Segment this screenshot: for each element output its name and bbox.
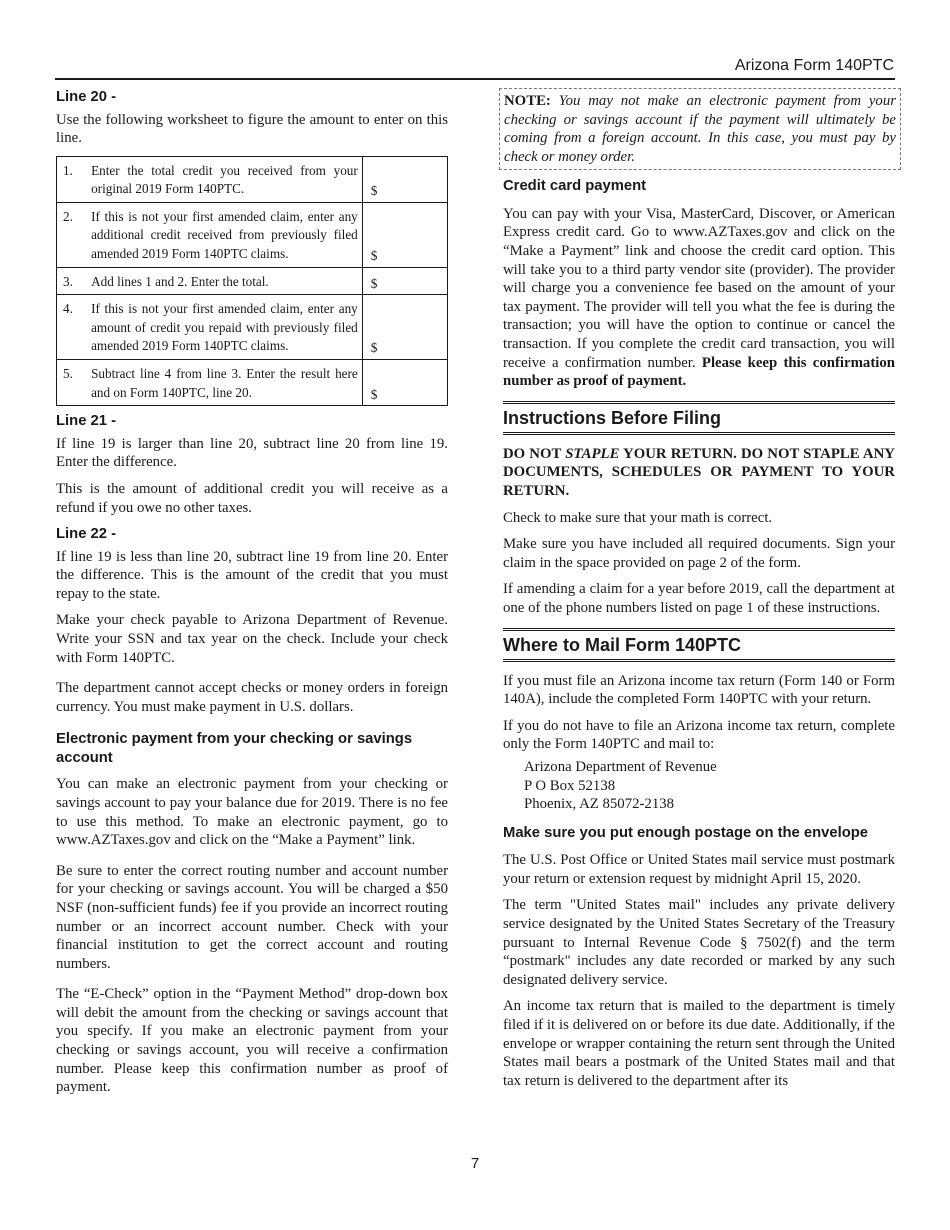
right-column <box>503 88 895 1098</box>
ibf-paragraph: Check to make sure that your math is correct. <box>503 509 773 526</box>
line22-paragraph: The department cannot accept checks or money orders in foreign currency. You must make payment in U.S. dollars. <box>56 680 448 715</box>
instructions-before-filing-heading: Instructions Before Filing <box>503 401 895 435</box>
page-number: 7 <box>470 1155 480 1172</box>
line21-paragraph: If line 19 is larger than line 20, subtract line 20 from line 19. Enter the difference. <box>56 435 448 471</box>
postage-paragraph: An income tax return that is mailed to the department is timely filed if it is delivered on or before its due date. Additionally, if the envelope or wrapper containing the return sent through the United States mail bears a postmark of the United States mail and that tax return is delivered to the department after its <box>503 998 895 1089</box>
line21-heading: Line 21 - <box>56 413 117 430</box>
worksheet-amount-field[interactable]: $ <box>362 360 447 406</box>
line21-paragraph: This is the amount of additional credit you will receive as a refund if you owe no other taxes. <box>56 480 448 516</box>
left-column <box>56 88 448 1105</box>
worksheet-row-text: Enter the total credit you received from your original 2019 Form 140PTC. <box>87 156 362 202</box>
postage-paragraph: The U.S. Post Office or United States mail service must postmark your return or extension request by midnight April 15, 2020. <box>503 852 895 887</box>
form-title: Arizona Form 140PTC <box>734 57 894 74</box>
worksheet-row <box>57 267 448 295</box>
foreign-account-note <box>499 88 901 170</box>
worksheet-row <box>57 202 448 267</box>
line20-heading: Line 20 - <box>56 89 117 105</box>
no-staple-warning <box>503 445 895 501</box>
warning-staple: STAPLE <box>565 445 620 462</box>
credit-card-heading: Credit card payment <box>503 178 647 195</box>
worksheet-row-text: Add lines 1 and 2. Enter the total. <box>87 267 362 295</box>
epay-paragraph: Be sure to enter the correct routing number and account number for your checking or savings account. You will be charged a $50 NSF (non-sufficient funds) fee if you provide an incorrect routing number or an incorrect account number. Check with your financial institution to get the correct account and routing numbers. <box>56 862 448 972</box>
worksheet-row-text: If this is not your first amended claim, enter any amount of credit you repaid with previously filed amended 2019 Form 140PTC claims. <box>87 295 362 360</box>
epay-paragraph: You can make an electronic payment from your checking or savings account to pay your balance due for 2019. There is no fee to use this method. To make an electronic payment, go to www.AZTaxes.gov and click on the “Make a Payment” link. <box>56 776 448 849</box>
mail-paragraph: If you do not have to file an Arizona income tax return, complete only the Form 140PTC and mail to: <box>503 717 895 753</box>
worksheet-amount-field[interactable]: $ <box>362 202 447 267</box>
credit-card-text: You can pay with your Visa, MasterCard, Discover, or American Express credit card. Go to www.AZTaxes.gov and click on the “Make a Payment” link and choose the credit card option. This will take you to a third party vendor site (provider). The provider will charge you a convenience fee based on the amount of your tax payment. The provider will tell you what the fee is during the transaction; you will have the option to continue or cancel the transaction. If you complete the credit card transaction, you will receive a confirmation number. <box>503 205 895 371</box>
worksheet-amount-field[interactable]: $ <box>362 156 447 202</box>
worksheet-amount-field[interactable]: $ <box>362 267 447 295</box>
address-line: Phoenix, AZ 85072-2138 <box>524 796 675 813</box>
ibf-paragraph: If amending a claim for a year before 2019, call the department at one of the phone numbers listed on page 1 of these instructions. <box>503 581 895 616</box>
line22-paragraph: If line 19 is less than line 20, subtract line 19 from line 20. Enter the difference. This is the amount of the credit that you must repay to the state. <box>56 548 448 602</box>
line22-paragraph: Make your check payable to Arizona Department of Revenue. Write your SSN and tax year on the check. Include your check with Form 140PTC. <box>56 612 448 666</box>
epay-heading: Electronic payment from your checking or savings account <box>56 731 413 766</box>
credit-card-paragraph <box>503 205 895 391</box>
header-rule <box>55 78 895 80</box>
postage-paragraph: The term "United States mail" includes any private delivery service designated by the United States Secretary of the Treasury pursuant to Internal Revenue Code § 7502(f) and the term “postmark" includes any date recorded or marked by any such designated delivery service. <box>503 897 895 988</box>
mail-paragraph: If you must file an Arizona income tax return (Form 140 or Form 140A), include the completed Form 140PTC with your return. <box>503 672 895 708</box>
worksheet-row-number: 1. <box>57 156 88 202</box>
worksheet-row-text: Subtract line 4 from line 3. Enter the result here and on Form 140PTC, line 20. <box>87 360 362 406</box>
address-line: P O Box 52138 <box>524 777 616 794</box>
worksheet-amount-field[interactable]: $ <box>362 295 447 360</box>
worksheet-row <box>57 360 448 406</box>
line20-worksheet <box>56 156 448 407</box>
worksheet-row-number: 2. <box>57 202 88 267</box>
worksheet-row-number: 3. <box>57 267 88 295</box>
where-to-mail-heading: Where to Mail Form 140PTC <box>503 628 895 662</box>
warning-part: DO NOT <box>503 445 566 462</box>
ibf-paragraph: Make sure you have included all required documents. Sign your claim in the space provided on page 2 of the form. <box>503 536 895 571</box>
worksheet-row-number: 4. <box>57 295 88 360</box>
epay-paragraph: The “E-Check” option in the “Payment Method” drop-down box will debit the amount from the checking or savings account that you specify. If you make an electronic payment from your checking or savings account, you will receive a confirmation number. Please keep this confirmation number as proof of payment. <box>56 986 448 1096</box>
postage-heading: Make sure you put enough postage on the envelope <box>503 824 869 841</box>
worksheet-row-text: If this is not your first amended claim, enter any additional credit received from previously filed amended 2019 Form 140PTC claims. <box>87 202 362 267</box>
credit-card-bold: Please keep this confirmation number as proof of payment. <box>503 354 895 390</box>
note-text: You may not make an electronic payment from your checking or savings account if the payment will ultimately be coming from a foreign account. In this case, you must pay by check or money order. <box>504 93 896 165</box>
note-label: NOTE: <box>504 93 551 109</box>
line20-intro: Use the following worksheet to figure the amount to enter on this line. <box>56 111 448 147</box>
worksheet-row <box>57 156 448 202</box>
worksheet-row-number: 5. <box>57 360 88 406</box>
worksheet-row <box>57 295 448 360</box>
mailing-address <box>524 758 895 814</box>
line22-heading: Line 22 - <box>56 526 117 543</box>
address-line: Arizona Department of Revenue <box>524 758 717 775</box>
warning-part: YOUR RETURN. DO NOT STAPLE ANY DOCUMENTS, SCHEDULES OR PAYMENT TO YOUR RETURN. <box>503 445 895 499</box>
